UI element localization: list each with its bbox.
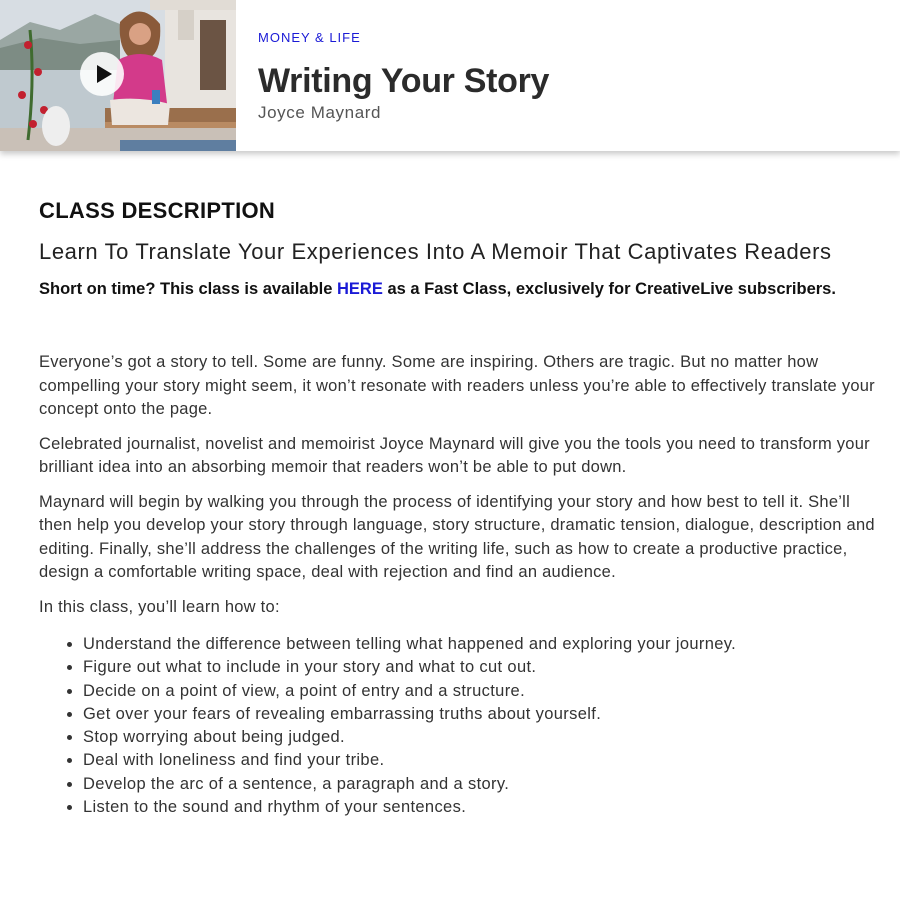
description-paragraph: Maynard will begin by walking you through the process of identifying your story and how best to tell it. She’ll then help you develop your story through language, story structure, dramatic tension, dialogue, description and editing. Finally, she’ll address the challenges of the writing life, such as how to create a productive practice, design a comfortable writing space, deal with rejection and find an audience. — [39, 492, 875, 581]
list-item: • Get over your fears of revealing embarrassing truths about yourself. — [83, 703, 879, 726]
class-subtitle: Learn To Translate Your Experiences Into A Memoir That Captivates Readers — [39, 239, 832, 264]
list-item: • Decide on a point of view, a point of entry and a structure. — [83, 680, 879, 703]
learn-intro: In this class, you’ll learn how to: — [39, 597, 280, 616]
class-header — [0, 0, 900, 151]
play-icon — [97, 65, 112, 83]
fast-class-callout — [39, 278, 879, 301]
list-item: • Deal with loneliness and find your tribe. — [83, 749, 879, 772]
class-description-section — [39, 198, 879, 819]
description-paragraph: Everyone’s got a story to tell. Some are funny. Some are inspiring. Others are tragic. But no matter how compelling your story might seem, it won’t resonate with readers unless you’re able to effectively translate your concept onto the page. — [39, 353, 875, 418]
instructor-name[interactable]: Joyce Maynard — [258, 103, 382, 122]
list-item: • Understand the difference between telling what happened and exploring your journey. — [83, 633, 879, 656]
callout-text-before: Short on time? This class is available — [39, 280, 338, 298]
category-label[interactable]: MONEY & LIFE — [258, 30, 361, 45]
learning-outcomes-list — [39, 633, 879, 819]
class-title: Writing Your Story — [258, 62, 550, 100]
list-item: • Listen to the sound and rhythm of your sentences. — [83, 796, 879, 819]
description-paragraph: Celebrated journalist, novelist and memoirist Joyce Maynard will give you the tools you need to transform your brilliant idea into an absorbing memoir that readers won’t be able to put down. — [39, 434, 870, 476]
callout-text-after: as a Fast Class, exclusively for CreativeLive subscribers. — [382, 280, 836, 298]
list-item: • Develop the arc of a sentence, a paragraph and a story. — [83, 773, 879, 796]
list-item: • Stop worrying about being judged. — [83, 726, 879, 749]
fast-class-link[interactable]: HERE — [337, 280, 383, 298]
section-heading: CLASS DESCRIPTION — [39, 198, 276, 223]
list-item: • Figure out what to include in your story and what to cut out. — [83, 656, 879, 679]
class-thumbnail[interactable] — [0, 0, 236, 151]
play-button[interactable] — [80, 52, 124, 96]
